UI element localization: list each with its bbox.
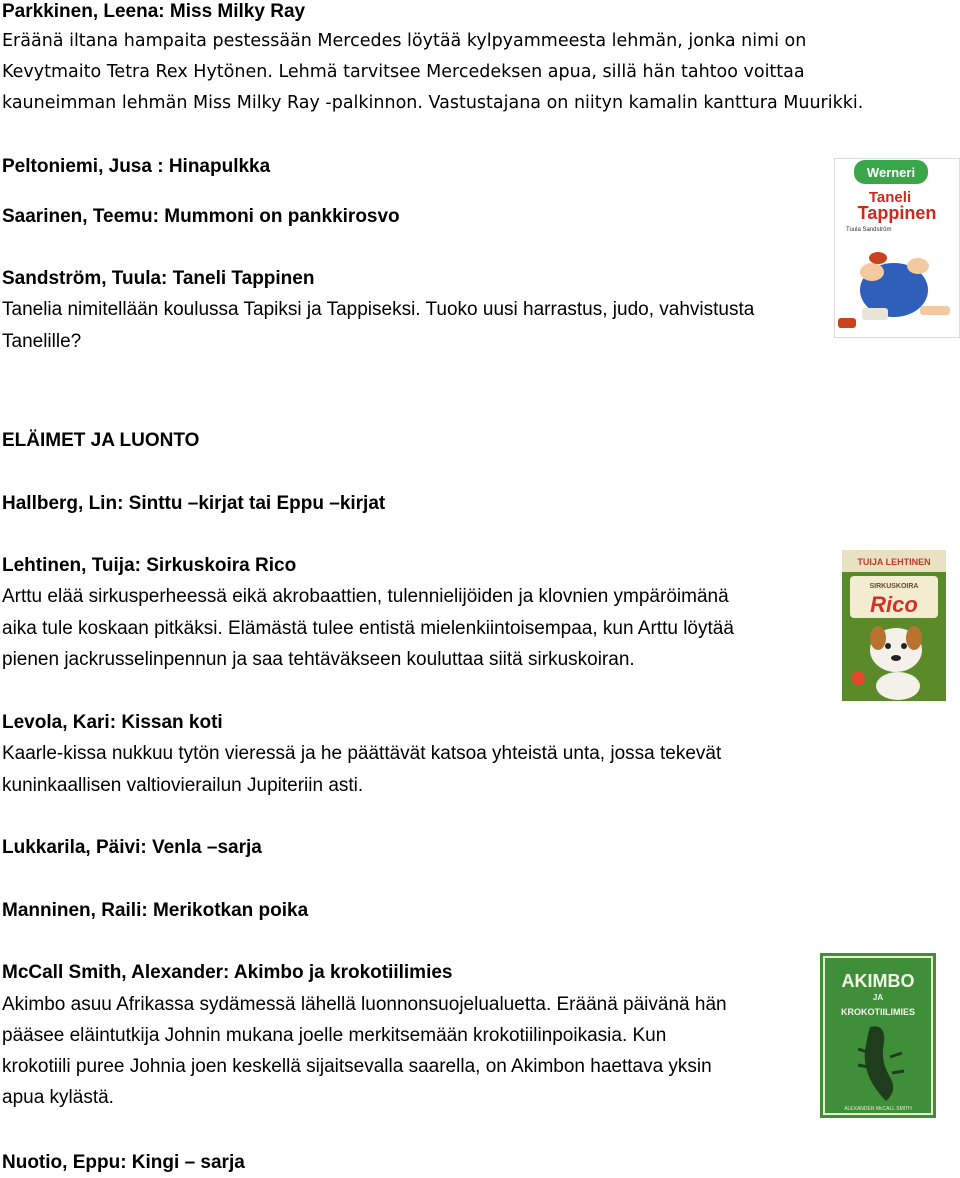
book-description-line: Tanelille? <box>2 331 82 352</box>
book-description-line: pääsee eläintutkija Johnin mukana joelle merkitsemään krokotiilinpoikasia. Kun <box>2 1025 667 1046</box>
book-title-saarinen: Saarinen, Teemu: Mummoni on pankkirosvo <box>2 206 400 227</box>
book-description-line: aika tule koskaan pitkäksi. Elämästä tulee entistä mielenkiintoisempaa, kun Arttu löytää <box>2 618 734 639</box>
svg-text:TUIJA LEHTINEN: TUIJA LEHTINEN <box>857 557 931 567</box>
book-cover-taneli-tappinen <box>834 158 960 338</box>
book-description-line: Arttu elää sirkusperheessä eikä akrobaattien, tulennielijöiden ja klovnien ympäröimänä <box>2 586 729 607</box>
svg-text:Taneli: Taneli <box>868 189 912 206</box>
book-cover-sirkuskoira-rico <box>842 550 946 701</box>
book-title-levola: Levola, Kari: Kissan koti <box>2 712 223 733</box>
svg-text:Tappinen: Tappinen <box>857 203 937 223</box>
svg-text:SIRKUSKOIRA: SIRKUSKOIRA <box>869 583 919 590</box>
book-description-line: Tanelia nimitellään koulussa Tapiksi ja Tappiseksi. Tuoko uusi harrastus, judo, vahvistusta <box>2 299 755 320</box>
book-title-lukkarila: Lukkarila, Päivi: Venla –sarja <box>2 837 262 858</box>
book-description-line: krokotiili puree Johnia joen keskellä sijaitsevalla saarella, on Akimbon haettava yksin <box>2 1056 712 1077</box>
svg-text:ALEXANDER McCALL SMITH: ALEXANDER McCALL SMITH <box>844 1106 912 1112</box>
svg-text:Werneri: Werneri <box>866 165 916 180</box>
book-description-line: Eräänä iltana hampaita pestessään Mercedes löytää kylpyammeesta lehmän, jonka nimi on <box>2 31 807 51</box>
svg-text:JA: JA <box>872 993 884 1002</box>
svg-text:Tuula Sandström: Tuula Sandström <box>846 227 892 233</box>
book-description-line: kuninkaallisen valtiovierailun Jupiteriin asti. <box>2 775 364 796</box>
book-title-sandstrom: Sandström, Tuula: Taneli Tappinen <box>2 268 315 289</box>
book-title-manninen: Manninen, Raili: Merikotkan poika <box>2 900 309 921</box>
book-description-line: pienen jackrusselinpennun ja saa tehtäväkseen kouluttaa siitä sirkuskoiran. <box>2 649 635 670</box>
book-title-parkkinen: Parkkinen, Leena: Miss Milky Ray <box>2 1 306 22</box>
book-title-mccall: McCall Smith, Alexander: Akimbo ja krokotiilimies <box>2 962 453 983</box>
book-description-line: Akimbo asuu Afrikassa sydämessä lähellä luonnonsuojelualuetta. Eräänä päivänä hän <box>2 994 727 1015</box>
book-title-lehtinen: Lehtinen, Tuija: Sirkuskoira Rico <box>2 555 297 576</box>
svg-text:KROKOTIILIMIES: KROKOTIILIMIES <box>841 1007 915 1017</box>
svg-text:Rico: Rico <box>870 592 918 617</box>
book-cover-akimbo <box>820 953 936 1118</box>
svg-text:AKIMBO: AKIMBO <box>841 971 915 991</box>
book-description-line: apua kylästä. <box>2 1087 114 1108</box>
book-title-hallberg: Hallberg, Lin: Sinttu –kirjat tai Eppu –kirjat <box>2 493 386 514</box>
book-description-line: kauneimman lehmän Miss Milky Ray -palkinnon. Vastustajana on niityn kamalin kanttura Muurikki. <box>2 93 864 113</box>
book-title-peltoniemi: Peltoniemi, Jusa : Hinapulkka <box>2 156 271 177</box>
section-heading: ELÄIMET JA LUONTO <box>2 430 200 451</box>
book-title-nuotio: Nuotio, Eppu: Kingi – sarja <box>2 1152 245 1173</box>
book-description-line: Kevytmaito Tetra Rex Hytönen. Lehmä tarvitsee Mercedeksen apua, sillä hän tahtoo voittaa <box>2 62 805 82</box>
book-description-line: Kaarle-kissa nukkuu tytön vieressä ja he päättävät katsoa yhteistä unta, jossa tekevät <box>2 743 722 764</box>
